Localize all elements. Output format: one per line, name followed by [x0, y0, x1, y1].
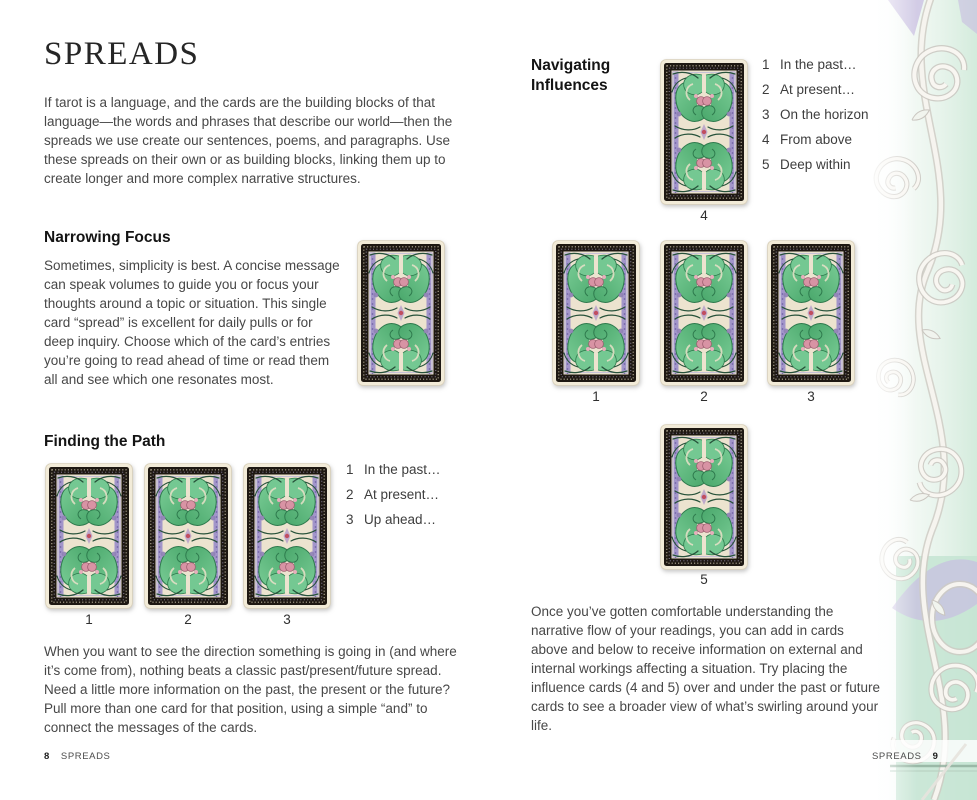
spread-position-list	[346, 462, 441, 537]
page-number: 9	[932, 751, 939, 762]
list-item-text: In the past…	[364, 462, 441, 477]
narrowing-focus-paragraph: Sometimes, simplicity is best. A concise message can speak volumes to guide you or focus your thoughts around a topic or situation. This single card “spread” is excellent for daily pulls or for deep inquiry. Choose which of the card’s entries you’re going to read ahead of time or read them all and see which one resonates most.	[44, 258, 340, 387]
tarot-card-back	[144, 463, 232, 609]
list-item-text: From above	[780, 132, 853, 147]
list-item	[762, 57, 869, 82]
list-item	[346, 512, 441, 537]
list-item-number: 3	[762, 107, 770, 122]
tarot-card-back	[357, 240, 445, 386]
tarot-card-back	[660, 59, 748, 205]
list-item-number: 3	[346, 512, 354, 527]
footer-section-label: SPREADS	[60, 751, 111, 762]
list-item-number: 4	[762, 132, 770, 147]
list-item	[346, 487, 441, 512]
page-footer-left	[44, 751, 111, 762]
list-item-text: Up ahead…	[364, 512, 437, 527]
list-item-text: At present…	[364, 487, 440, 502]
section-heading-navigating-influences: Navigating Influences	[531, 57, 611, 94]
card-number-label: 2	[184, 612, 192, 627]
list-item-text: Deep within	[780, 157, 851, 172]
finding-the-path-paragraph: When you want to see the direction something is going in (and where it’s come from), nothing beats a classic past/present/future spread. Need a little more information on the past, the present or the future? Pull more than one card for that position, using a simple “and” to connect the messages of the cards.	[44, 644, 457, 735]
list-item	[762, 107, 869, 132]
page-footer-right	[872, 751, 939, 762]
card-number-label: 1	[592, 389, 600, 404]
list-item-number: 1	[762, 57, 770, 72]
card-number-label: 5	[700, 572, 708, 587]
section-heading-narrowing-focus: Narrowing Focus	[44, 229, 171, 246]
list-item	[762, 132, 869, 157]
list-item-text: At present…	[780, 82, 856, 97]
card-number-label: 3	[283, 612, 291, 627]
tarot-card-back	[243, 463, 331, 609]
tarot-card-back	[552, 240, 640, 386]
list-item-text: On the horizon	[780, 107, 869, 122]
influence-position-list	[762, 57, 869, 182]
footer-section-label: SPREADS	[872, 751, 922, 762]
list-item-number: 1	[346, 462, 354, 477]
page-title: SPREADS	[44, 36, 200, 72]
page-number: 8	[44, 751, 50, 762]
navigating-influences-paragraph: Once you’ve gotten comfortable understanding the narrative flow of your readings, you can add in cards above and below to receive information on external and internal workings affecting a situation. Try placing the influence cards (4 and 5) over and under the past or future cards to see a broader view of what’s swirling around your life.	[531, 604, 880, 733]
list-item-text: In the past…	[780, 57, 857, 72]
tarot-card-back	[660, 240, 748, 386]
tarot-card-back	[660, 424, 748, 570]
list-item	[346, 462, 441, 487]
list-item-number: 5	[762, 157, 770, 172]
section-heading-finding-the-path: Finding the Path	[44, 433, 166, 450]
list-item	[762, 82, 869, 107]
tarot-card-back	[767, 240, 855, 386]
intro-paragraph: If tarot is a language, and the cards are the building blocks of that language—the words and phrases that describe our world—then the spreads we use create our sentences, poems, and paragraphs. Use these spreads on their own or as building blocks, linking them up to create longer and more complex narrative structures.	[44, 95, 453, 186]
card-number-label: 3	[807, 389, 815, 404]
card-number-label: 2	[700, 389, 708, 404]
card-number-label: 1	[85, 612, 93, 627]
list-item-number: 2	[346, 487, 354, 502]
list-item	[762, 157, 869, 182]
list-item-number: 2	[762, 82, 770, 97]
card-number-label: 4	[700, 208, 708, 223]
tarot-card-back	[45, 463, 133, 609]
